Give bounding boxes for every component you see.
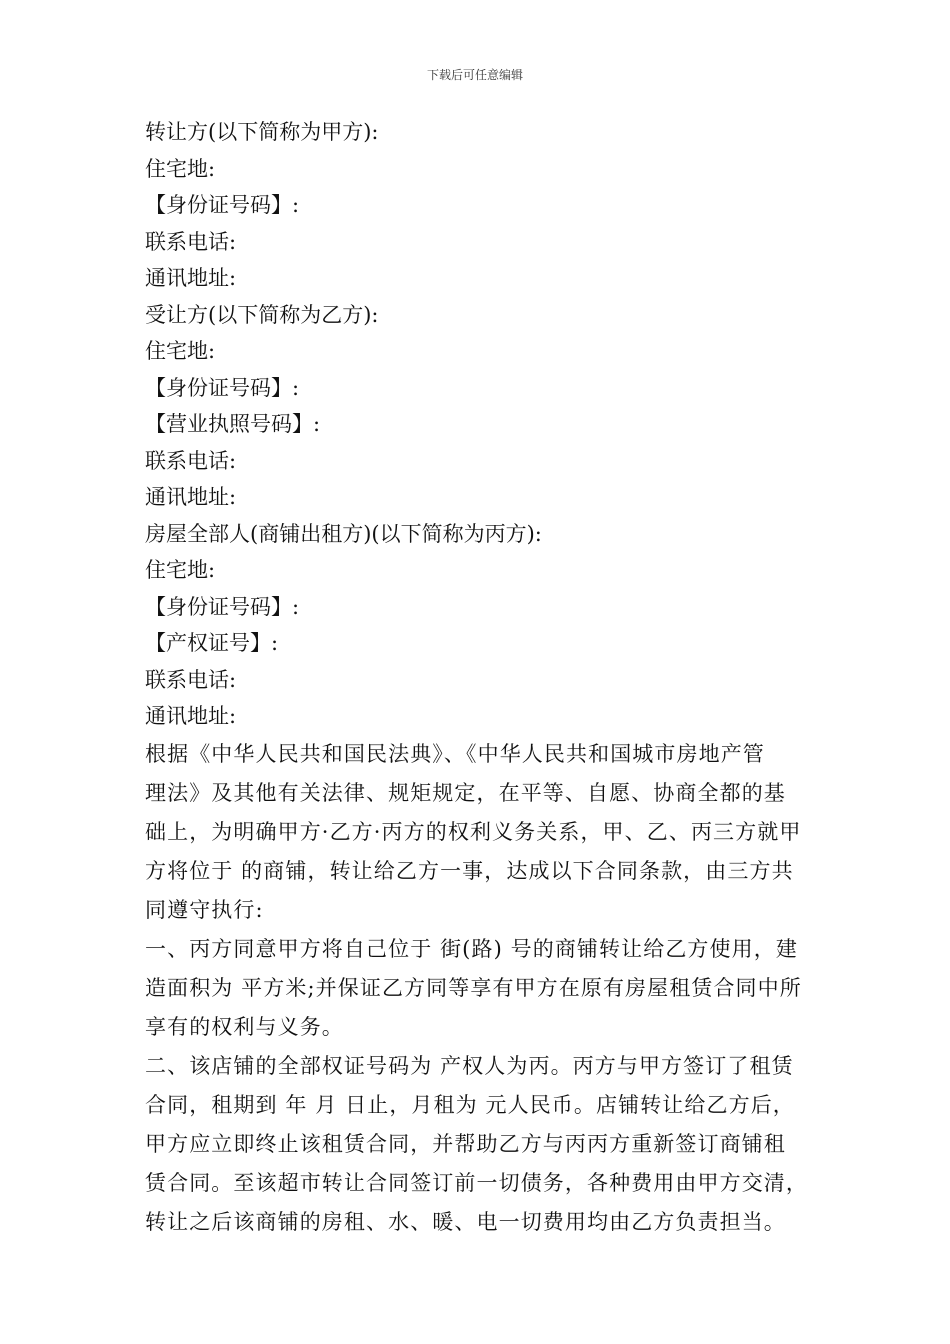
clause-two — [145, 1047, 835, 1242]
paragraph-line: 享有的权利与义务。 — [145, 1014, 344, 1039]
paragraph-line: 转让之后该商铺的房租、水、暖、电一切费用均由乙方负责担当。 — [145, 1209, 786, 1234]
paragraph-line: 赁合同。至该超市转让合同签订前一切债务，各种费用由甲方交清， — [145, 1170, 808, 1195]
header-note: 下载后可任意编辑 — [426, 68, 523, 82]
field-transferee-residence: 住宅地: — [145, 339, 216, 363]
paragraph-line: 同遵守执行: — [145, 897, 264, 922]
paragraph-preamble — [145, 735, 835, 930]
contract-body — [145, 114, 835, 1242]
paragraph-line: 造面积为 平方米;并保证乙方同等享有甲方在原有房屋租赁合同中所 — [145, 975, 802, 1000]
field-transferee-license: 【营业执照号码】: — [145, 412, 321, 436]
field-transferor: 转让方(以下简称为甲方): — [145, 120, 379, 144]
field-transferor-residence: 住宅地: — [145, 156, 216, 181]
field-transferor-phone: 联系电话: — [145, 229, 237, 254]
field-transferee: 受让方(以下简称为乙方): — [145, 302, 379, 327]
field-transferee-address: 通讯地址: — [145, 485, 237, 509]
field-transferee-id: 【身份证号码】: — [145, 375, 300, 400]
paragraph-line: 一、丙方同意甲方将自己位于 街(路) 号的商铺转让给乙方使用，建 — [145, 936, 798, 961]
paragraph-line: 根据《中华人民共和国民法典》、《中华人民共和国城市房地产管 — [145, 741, 765, 766]
paragraph-line: 础上，为明确甲方·乙方·丙方的权利义务关系，甲、乙、丙三方就甲 — [145, 819, 802, 844]
paragraph-line: 合同，租期到 年 月 日止，月租为 元人民币。店铺转让给乙方后， — [145, 1092, 795, 1117]
field-transferor-address: 通讯地址: — [145, 266, 237, 290]
field-owner-phone: 联系电话: — [145, 667, 237, 692]
field-owner-property-cert: 【产权证号】: — [145, 631, 279, 655]
field-owner-residence: 住宅地: — [145, 558, 216, 582]
field-transferee-phone: 联系电话: — [145, 448, 237, 473]
paragraph-line: 二、该店铺的全部权证号码为 产权人为丙。丙方与甲方签订了租赁 — [145, 1053, 794, 1078]
field-owner: 房屋全部人(商铺出租方)(以下简称为丙方): — [145, 521, 542, 546]
field-owner-address: 通讯地址: — [145, 704, 237, 728]
paragraph-line: 甲方应立即终止该租赁合同，并帮助乙方与丙丙方重新签订商铺租 — [145, 1131, 786, 1156]
paragraph-line: 理法》及其他有关法律、规矩规定，在平等、自愿、协商全都的基 — [145, 780, 786, 805]
paragraph-line: 方将位于 的商铺，转让给乙方一事，达成以下合同条款，由三方共 — [145, 858, 794, 883]
clause-one — [145, 930, 835, 1047]
field-transferor-id: 【身份证号码】: — [145, 193, 300, 217]
field-owner-id: 【身份证号码】: — [145, 594, 300, 619]
